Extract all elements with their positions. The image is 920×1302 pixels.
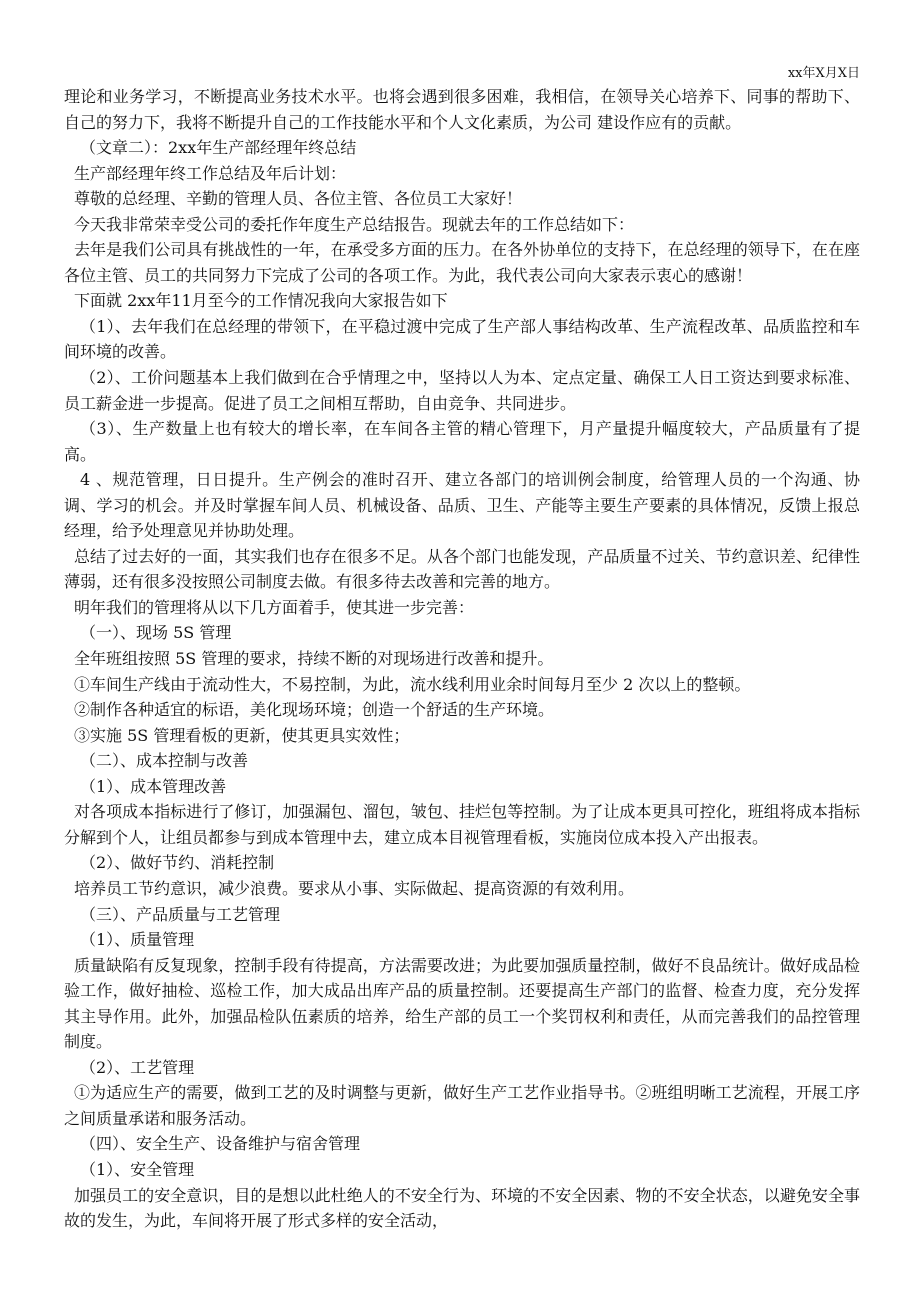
item-1-reform: （1）、去年我们在总经理的带领下，在平稳过渡中完成了生产部人事结构改革、生产流程改革、品质监控和车间环境的改善。: [64, 316, 860, 362]
section-3-sub-1-heading: （1）、质量管理: [80, 930, 195, 950]
document-body: [64, 84, 860, 1234]
section-1-point-2: ②制作各种适宜的标语，美化现场环境；创造一个舒适的生产环境。: [74, 700, 555, 720]
section-1-heading: （一）、现场 5S 管理: [80, 623, 232, 643]
greeting-line: 尊敬的总经理、辛勤的管理人员、各位主管、各位员工大家好！: [74, 189, 523, 209]
section-3-heading: （三）、产品质量与工艺管理: [80, 904, 281, 924]
section-4-sub-1-body: 加强员工的安全意识，目的是想以此杜绝人的不安全行为、环境的不安全因素、物的不安全状态，以避免安全事故的发生，为此，车间将开展了形式多样的安全活动，: [64, 1185, 860, 1231]
paragraph-intro-continuation: 理论和业务学习，不断提高业务技术水平。也将会遇到很多困难，我相信，在领导关心培养下、同事的帮助下、自己的努力下，我将不断提升自己的工作技能水平和个人文化素质，为公司 建设作应有的贡献。: [64, 87, 860, 132]
report-intro: 今天我非常荣幸受公司的委托作年度生产总结报告。现就去年的工作总结如下：: [74, 214, 635, 234]
item-2-wages: （2）、工价问题基本上我们做到在合乎情理之中，坚持以人为本、定点定量、确保工人日工资达到要求标准、员工薪金进一步提高。促进了员工之间相互帮助，自由竞争、共同进步。: [64, 368, 860, 413]
article-two-title: （文章二）：2xx年生产部经理年终总结: [80, 138, 357, 158]
section-2-heading: （二）、成本控制与改善: [80, 751, 249, 771]
section-3-sub-1-body: 质量缺陷有反复现象，控制手段有待提高，方法需要改进；为此要加强质量控制，做好不良品统计。做好成品检验工作，做好抽检、巡检工作，加大成品出库产品的质量控制。还要提高生产部门的监督、检查力度，充分发挥其主导作用。此外，加强品检队伍素质的培养，给生产部的员工一个奖罚权利和责任，从而完善我们的品控管理制度。: [64, 955, 860, 1052]
report-heading: 下面就 2xx年11月至今的工作情况我向大家报告如下: [74, 291, 448, 311]
item-3-output: （3）、生产数量上也有较大的增长率，在车间各主管的精心管理下，月产量提升幅度较大，产品质量有了提高。: [64, 419, 860, 464]
summary-subtitle: 生产部经理年终工作总结及年后计划：: [74, 163, 347, 183]
next-year-plan-intro: 明年我们的管理将从以下几方面着手，使其进一步完善：: [74, 597, 475, 617]
section-2-sub-1-body: 对各项成本指标进行了修订，加强漏包、溜包，皱包、挂烂包等控制。为了让成本更具可控化，班组将成本指标分解到个人，让组员都参与到成本管理中去，建立成本目视管理看板，实施岗位成本投入产出报表。: [64, 802, 860, 847]
section-2-sub-2-heading: （2）、做好节约、消耗控制: [80, 853, 275, 873]
section-3-sub-2-body: ①为适应生产的需要，做到工艺的及时调整与更新，做好生产工艺作业指导书。②班组明晰工艺流程，开展工序之间质量承诺和服务活动。: [64, 1083, 860, 1128]
paragraph-shortcomings: 总结了过去好的一面，其实我们也存在很多不足。从各个部门也能发现，产品质量不过关、节约意识差、纪律性薄弱，还有很多没按照公司制度去做。有很多待去改善和完善的地方。: [64, 546, 860, 592]
section-4-sub-1-heading: （1）、安全管理: [80, 1159, 195, 1179]
section-1-point-3: ③实施 5S 管理看板的更新，使其更具实效性；: [74, 725, 410, 745]
item-4-standard-management: 4 、规范管理，日日提升。生产例会的准时召开、建立各部门的培训例会制度，给管理人员的一个沟通、协调、学习的机会。并及时掌握车间人员、机械设备、品质、卫生、产能等主要生产要素的具体情况，反馈上报总经理，给予处理意见并协助处理。: [64, 470, 860, 541]
section-1-point-1: ①车间生产线由于流动性大，不易控制，为此，流水线利用业余时间每月至少 2 次以上的整顿。: [74, 674, 751, 694]
section-4-heading: （四）、安全生产、设备维护与宿舍管理: [80, 1134, 361, 1154]
header-date: xx年X月X日: [787, 66, 860, 81]
section-2-sub-2-body: 培养员工节约意识，减少浪费。要求从小事、实际做起、提高资源的有效利用。: [74, 878, 635, 898]
section-2-sub-1-heading: （1）、成本管理改善: [80, 776, 227, 796]
section-1-intro: 全年班组按照 5S 管理的要求，持续不断的对现场进行改善和提升。: [74, 649, 554, 669]
paragraph-last-year: 去年是我们公司具有挑战性的一年，在承受多方面的压力。在各外协单位的支持下，在总经理的领导下，在在座各位主管、员工的共同努力下完成了公司的各项工作。为此，我代表公司向大家表示衷心的感谢！: [64, 240, 860, 285]
section-3-sub-2-heading: （2）、工艺管理: [80, 1057, 195, 1077]
